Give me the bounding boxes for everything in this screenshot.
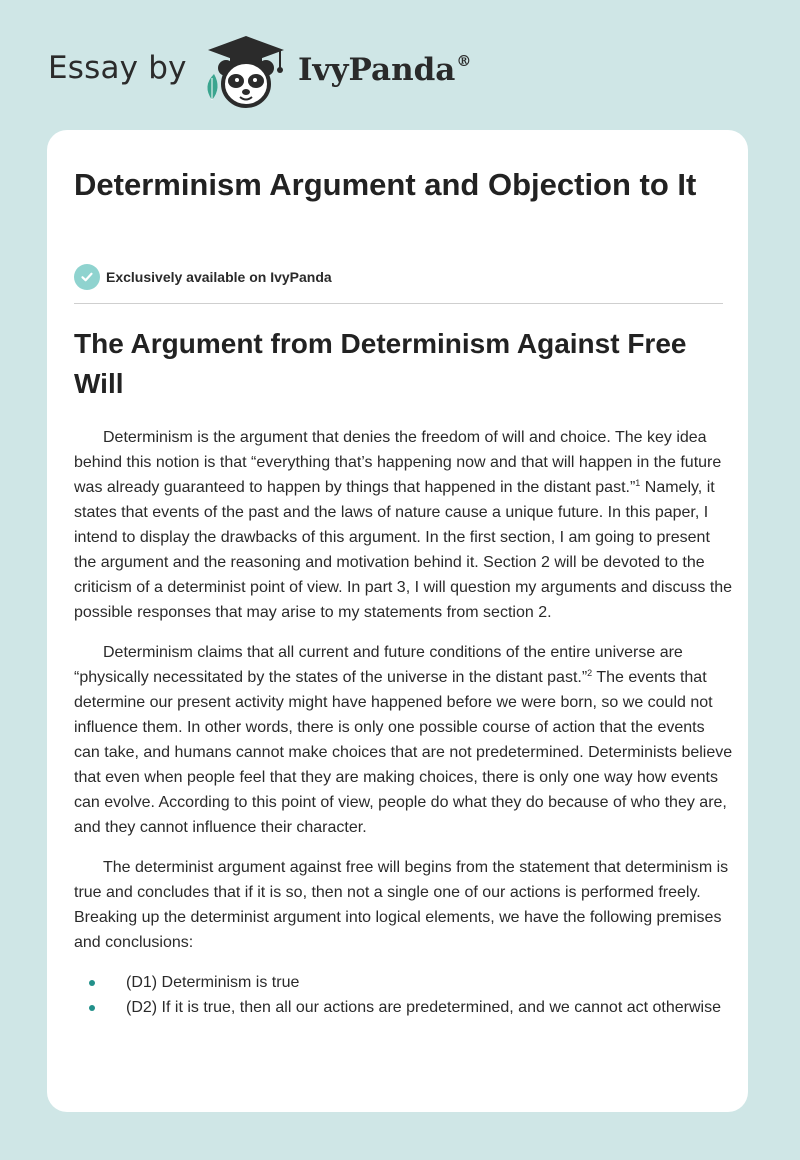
list-item — [74, 970, 734, 995]
registered-mark: ® — [456, 52, 472, 70]
paragraph — [74, 425, 734, 625]
paragraph-text: Namely, it states that events of the past and the laws of nature cause a unique future. In this paper, I intend to display the drawbacks of this argument. In the first section, I am going to present the argument and the reasoning and motivation behind it. Section 2 will be devoted to the criticism of a determinist point of view. In part 3, I will question my arguments and discuss the possible responses that may arise to my statements from section 2. — [74, 479, 733, 621]
essay-body — [74, 425, 734, 1020]
check-circle-icon — [74, 264, 100, 290]
list-item-text: (D2) If it is true, then all our actions are predetermined, and we cannot act otherwise — [126, 999, 721, 1016]
essay-by-label: Essay by — [48, 50, 187, 86]
list-item-text: (D1) Determinism is true — [126, 974, 300, 991]
bullet-icon — [89, 1005, 95, 1011]
site-header — [0, 0, 800, 130]
paragraph — [74, 640, 734, 840]
brand-logo-text[interactable] — [298, 52, 471, 88]
paragraph-text: Determinism is the argument that denies the freedom of will and choice. The key idea behind this notion is that “everything that’s happening now and that will happen in the future was already guaranteed to happen by things that happened in the distant past.” — [74, 429, 722, 496]
footnote-ref[interactable]: 2 — [587, 668, 593, 678]
footnote-ref[interactable]: 1 — [635, 478, 641, 488]
essay-title: Determinism Argument and Objection to It — [74, 167, 697, 202]
brand-name: IvyPanda — [298, 52, 456, 88]
premise-list — [74, 970, 734, 1020]
essay-card — [47, 130, 748, 1112]
paragraph-text: Determinism claims that all current and future conditions of the entire universe are “physically necessitated by the states of the universe in the distant past.” — [74, 644, 683, 686]
exclusive-badge — [74, 264, 332, 290]
badge-label: Exclusively available on IvyPanda — [106, 269, 332, 285]
panda-graduate-icon[interactable] — [200, 34, 292, 110]
bullet-icon — [89, 980, 95, 986]
list-item — [74, 995, 734, 1020]
section-heading: The Argument from Determinism Against Free Will — [74, 328, 687, 399]
divider — [74, 303, 723, 304]
paragraph: The determinist argument against free will begins from the statement that determinism is true and concludes that if it is so, then not a single one of our actions is performed freely. Breaking up the determinist argument into logical elements, we have the following premises and conclusions: — [74, 859, 729, 951]
paragraph-text: The events that determine our present activity might have happened before we were born, so we could not influence them. In other words, there is only one possible course of action that the events can take, and humans cannot make choices that are not predetermined. Determinists believe that even when people feel that they are making choices, there is only one way how events can evolve. According to this point of view, people do what they do because of who they are, and they cannot influence their character. — [74, 669, 733, 836]
